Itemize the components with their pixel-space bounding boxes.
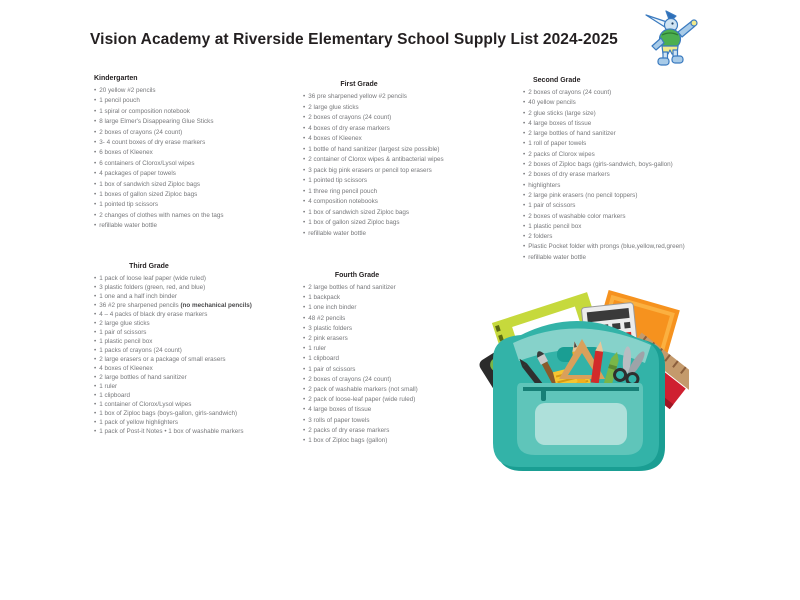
item-text: 2 large bottles of hand sanitizer — [528, 130, 616, 138]
item-text: 36 #2 pre sharpened pencils (no mechanical pencils) — [99, 302, 252, 309]
list-item — [94, 190, 309, 200]
bullet-marker: • — [303, 177, 306, 184]
item-text: 2 large pink erasers (no pencil toppers) — [528, 191, 638, 199]
bullet-marker: • — [523, 119, 526, 127]
item-text: 3 rolls of paper towels — [308, 416, 370, 424]
list-item — [523, 139, 703, 149]
bullet-marker: • — [523, 150, 526, 158]
bullet-marker: • — [94, 159, 97, 167]
section-heading: Second Grade — [533, 77, 581, 84]
school-mascot-bird-icon — [640, 7, 704, 69]
list-item — [94, 117, 309, 127]
list-item — [94, 169, 309, 179]
bullet-marker: • — [94, 347, 97, 354]
bullet-marker: • — [523, 99, 526, 107]
backpack-with-school-supplies-illustration — [475, 281, 689, 473]
list-item — [523, 232, 703, 242]
bullet-marker: • — [94, 311, 97, 318]
list-item — [94, 221, 309, 231]
item-text: 1 pair of scissors — [99, 329, 147, 336]
list-item — [523, 119, 703, 129]
list-item — [523, 170, 703, 180]
section-heading: Kindergarten — [94, 75, 138, 82]
item-text: 2 folders — [528, 233, 553, 241]
list-item — [94, 319, 319, 328]
list-item — [303, 324, 453, 334]
item-text: 4 large boxes of tissue — [528, 119, 592, 127]
bullet-marker: • — [523, 212, 526, 220]
list-item — [303, 375, 453, 385]
item-text: 1 backpack — [308, 294, 341, 302]
list-item — [303, 103, 443, 114]
list-item — [523, 201, 703, 211]
list-item — [94, 211, 309, 221]
list-item — [303, 187, 443, 198]
list-item — [303, 385, 453, 395]
bullet-marker: • — [303, 304, 306, 312]
list-item — [523, 109, 703, 119]
bullet-marker: • — [94, 302, 97, 309]
list-item — [523, 150, 703, 160]
list-item — [94, 96, 309, 106]
bullet-marker: • — [94, 320, 97, 327]
item-text: Plastic Pocket folder with prongs (blue,yellow,red,green) — [528, 243, 685, 251]
bullet-marker: • — [94, 211, 97, 219]
bullet-marker: • — [523, 222, 526, 230]
section-heading: First Grade — [340, 81, 378, 88]
bullet-marker: • — [94, 128, 97, 136]
section-heading: Third Grade — [129, 263, 169, 270]
item-text: 1 ruler — [308, 345, 327, 353]
bullet-marker: • — [94, 87, 97, 94]
bullet-marker: • — [94, 201, 97, 209]
list-item — [523, 129, 703, 139]
item-text: 1 container of Clorox/Lysol wipes — [99, 401, 192, 408]
bullet-marker: • — [94, 118, 97, 126]
bullet-marker: • — [94, 329, 97, 336]
bullet-marker: • — [303, 345, 306, 353]
item-text: 2 large bottles of hand sanitizer — [99, 374, 187, 381]
item-text: 2 changes of clothes with names on the tags — [99, 211, 224, 219]
list-item — [94, 355, 319, 364]
section-first-grade — [303, 81, 443, 239]
bullet-marker: • — [303, 437, 306, 445]
bullet-marker: • — [94, 97, 97, 105]
section-fourth-grade — [303, 272, 453, 446]
bullet-marker: • — [94, 365, 97, 372]
bullet-marker: • — [523, 171, 526, 179]
bullet-marker: • — [523, 243, 526, 251]
list-item — [303, 426, 453, 436]
bullet-marker: • — [303, 294, 306, 302]
list-item — [303, 354, 453, 364]
list-item — [303, 218, 443, 229]
section-third-grade — [94, 263, 319, 436]
list-item — [94, 292, 319, 301]
bullet-marker: • — [94, 419, 97, 426]
item-text: 1 pack of Post-it Notes • 1 box of washable markers — [99, 428, 244, 435]
item-text: 2 boxes of crayons (24 count) — [99, 128, 183, 136]
bullet-marker: • — [523, 191, 526, 199]
item-text: 2 large erasers or a package of small erasers — [99, 356, 226, 363]
item-text: 1 pair of scissors — [528, 202, 576, 210]
supply-list — [303, 92, 443, 239]
item-text: 6 boxes of Kleenex — [99, 149, 153, 157]
list-item — [94, 346, 319, 355]
list-item — [303, 283, 453, 293]
item-text: 3 plastic folders (green, red, and blue) — [99, 284, 206, 291]
list-item — [303, 113, 443, 124]
bullet-marker: • — [523, 130, 526, 138]
bullet-marker: • — [523, 89, 526, 96]
bullet-marker: • — [303, 198, 306, 205]
list-item — [523, 181, 703, 191]
bullet-marker: • — [94, 170, 97, 178]
list-item — [303, 436, 453, 446]
bullet-marker: • — [303, 375, 306, 383]
list-item — [523, 191, 703, 201]
bullet-marker: • — [303, 416, 306, 424]
list-item — [303, 314, 453, 324]
list-item — [303, 145, 443, 156]
bullet-marker: • — [94, 275, 97, 282]
item-text: 2 boxes of crayons (24 count) — [308, 114, 392, 121]
list-item — [303, 197, 443, 208]
bullet-marker: • — [523, 253, 526, 261]
list-item — [303, 303, 453, 313]
item-text: 1 box of sandwich sized Ziploc bags — [308, 208, 410, 216]
item-text: 1 plastic pencil box — [99, 338, 153, 345]
item-text: 1 one inch binder — [308, 304, 357, 312]
bullet-marker: • — [303, 124, 306, 132]
list-item — [94, 418, 319, 427]
item-text: 2 packs of dry erase markers — [308, 426, 390, 434]
bullet-marker: • — [94, 356, 97, 363]
item-text: 1 bottle of hand sanitizer (largest size possible) — [308, 145, 440, 153]
list-item — [94, 382, 319, 391]
list-item — [303, 208, 443, 219]
bullet-marker: • — [303, 166, 306, 174]
bullet-marker: • — [303, 335, 306, 343]
list-item — [523, 98, 703, 108]
item-text: 2 boxes of Ziploc bags (girls-sandwich, boys-gallon) — [528, 161, 673, 169]
list-item — [94, 200, 309, 210]
list-item — [94, 391, 319, 400]
item-text: 36 pre sharpened yellow #2 pencils — [308, 93, 407, 100]
list-item — [523, 212, 703, 222]
list-item — [94, 400, 319, 409]
bullet-marker: • — [303, 145, 306, 153]
list-item — [94, 86, 309, 96]
bullet-marker: • — [94, 293, 97, 300]
item-text: 4 – 4 packs of black dry erase markers — [99, 311, 208, 318]
item-text: 1 three ring pencil pouch — [308, 187, 378, 195]
item-text: 2 packs of Clorox wipes — [528, 150, 595, 158]
item-text: 4 packages of paper towels — [99, 170, 176, 178]
list-item — [303, 395, 453, 405]
bullet-marker: • — [94, 338, 97, 345]
item-text: 1 pointed tip scissors — [308, 177, 368, 184]
item-text: 2 boxes of dry erase markers — [528, 171, 610, 179]
list-item — [303, 365, 453, 375]
item-text: 2 pink erasers — [308, 335, 348, 343]
item-text: 1 boxes of gallon sized Ziploc bags — [99, 191, 198, 199]
item-text: 8 large Elmer's Disappearing Glue Sticks — [99, 118, 214, 126]
bullet-marker: • — [303, 324, 306, 332]
item-text: 2 container of Clorox wipes & antibacterial wipes — [308, 156, 444, 163]
list-item — [94, 364, 319, 373]
item-text: 1 spiral or composition notebook — [99, 107, 190, 115]
item-text: 4 large boxes of tissue — [308, 406, 372, 414]
list-item — [94, 409, 319, 418]
list-item — [94, 107, 309, 117]
bullet-marker: • — [303, 156, 306, 163]
section-second-grade — [523, 77, 703, 263]
item-text: 2 boxes of crayons (24 count) — [308, 375, 392, 383]
item-text: 1 plastic pencil box — [528, 222, 582, 230]
bullet-marker: • — [94, 149, 97, 157]
bullet-marker: • — [303, 314, 306, 322]
bullet-marker: • — [303, 208, 306, 216]
bullet-marker: • — [303, 114, 306, 121]
item-text: 1 pencil pouch — [99, 97, 140, 105]
supply-list — [94, 86, 309, 232]
bullet-marker: • — [303, 229, 306, 237]
supply-list — [94, 274, 319, 436]
list-item — [94, 328, 319, 337]
bullet-marker: • — [94, 284, 97, 291]
list-item — [94, 283, 319, 292]
bullet-marker: • — [523, 202, 526, 210]
list-item — [523, 88, 703, 98]
bullet-marker: • — [303, 103, 306, 111]
item-text: 2 boxes of washable color markers — [528, 212, 626, 220]
bullet-marker: • — [303, 187, 306, 195]
item-text: 1 packs of crayons (24 count) — [99, 347, 182, 354]
item-text: 1 ruler — [99, 383, 118, 390]
bullet-marker: • — [303, 135, 306, 142]
bullet-marker: • — [303, 426, 306, 434]
bullet-marker: • — [94, 392, 97, 399]
bullet-marker: • — [523, 140, 526, 148]
list-item — [303, 405, 453, 415]
bullet-marker: • — [94, 401, 97, 408]
list-item — [303, 293, 453, 303]
item-text: 1 box of Ziploc bags (boys-gallon, girls-sandwich) — [99, 410, 238, 417]
item-text: 1 box of Ziploc bags (gallon) — [308, 437, 388, 445]
item-text: highlighters — [528, 181, 561, 189]
list-item — [94, 301, 319, 310]
bullet-marker: • — [303, 396, 306, 404]
item-text: refillable water bottle — [308, 229, 366, 237]
supply-list — [523, 88, 703, 263]
bullet-marker: • — [303, 365, 306, 373]
bullet-marker: • — [303, 406, 306, 414]
list-item — [94, 274, 319, 283]
bullet-marker: • — [94, 374, 97, 381]
bullet-marker: • — [94, 410, 97, 417]
item-text: 48 #2 pencils — [308, 314, 346, 322]
bullet-marker: • — [523, 109, 526, 117]
bullet-marker: • — [94, 428, 97, 435]
bullet-marker: • — [94, 107, 97, 115]
item-text: 3 plastic folders — [308, 324, 352, 332]
section-kindergarten — [94, 75, 309, 232]
item-text: 1 one and a half inch binder — [99, 293, 177, 300]
list-item — [303, 344, 453, 354]
bullet-marker: • — [303, 386, 306, 394]
item-text: 1 pointed tip scissors — [99, 201, 159, 209]
supply-list — [303, 283, 453, 446]
item-text: 1 clipboard — [99, 392, 131, 399]
item-text: 4 boxes of dry erase markers — [308, 124, 390, 132]
item-text: 2 glue sticks (large size) — [528, 109, 596, 117]
item-text: refillable water bottle — [99, 222, 157, 230]
item-text: 4 composition notebooks — [308, 198, 378, 205]
bullet-marker: • — [523, 161, 526, 169]
bullet-marker: • — [303, 284, 306, 291]
list-item — [94, 427, 319, 436]
item-text: 2 large glue sticks — [308, 103, 359, 111]
bullet-marker: • — [523, 181, 526, 189]
item-text: 4 boxes of Kleenex — [99, 365, 153, 372]
item-text: 1 box of gallon sized Ziploc bags — [308, 219, 400, 226]
item-text: 3- 4 count boxes of dry erase markers — [99, 139, 206, 147]
list-item — [303, 176, 443, 187]
item-text: 3 pack big pink erasers or pencil top erasers — [308, 166, 432, 174]
list-item — [523, 242, 703, 252]
item-text: 2 pack of loose-leaf paper (wide ruled) — [308, 396, 416, 404]
list-item — [303, 134, 443, 145]
list-item — [303, 124, 443, 135]
item-text: 2 large bottles of hand sanitizer — [308, 284, 396, 291]
list-item — [523, 222, 703, 232]
item-text: 1 pack of loose leaf paper (wide ruled) — [99, 275, 206, 282]
item-text: 2 large glue sticks — [99, 320, 150, 327]
list-item — [523, 253, 703, 263]
bullet-marker: • — [94, 180, 97, 188]
list-item — [303, 334, 453, 344]
bullet-marker: • — [94, 191, 97, 199]
bullet-marker: • — [94, 139, 97, 147]
list-item — [303, 229, 443, 240]
list-item — [94, 180, 309, 190]
list-item — [523, 160, 703, 170]
item-text: 4 boxes of Kleenex — [308, 135, 362, 142]
item-text: 40 yellow pencils — [528, 99, 576, 107]
item-text: 1 roll of paper towels — [528, 140, 587, 148]
bullet-marker: • — [303, 355, 306, 363]
item-text: 2 pack of washable markers (not small) — [308, 386, 418, 394]
page-title: Vision Academy at Riverside Elementary School Supply List 2024-2025 — [90, 31, 618, 48]
bullet-marker: • — [523, 233, 526, 241]
section-heading: Fourth Grade — [334, 272, 380, 279]
item-text: 1 pack of yellow highlighters — [99, 419, 178, 426]
list-item — [94, 148, 309, 158]
item-text: refillable water bottle — [528, 253, 586, 261]
list-item — [303, 166, 443, 177]
item-text: 6 containers of Clorox/Lysol wipes — [99, 159, 195, 167]
item-text: 2 boxes of crayons (24 count) — [528, 89, 612, 96]
bullet-marker: • — [303, 219, 306, 226]
bullet-marker: • — [303, 93, 306, 100]
list-item — [94, 138, 309, 148]
list-item — [94, 159, 309, 169]
list-item — [94, 310, 319, 319]
list-item — [94, 373, 319, 382]
list-item — [303, 92, 443, 103]
bullet-marker: • — [94, 383, 97, 390]
item-text: 20 yellow #2 pencils — [99, 87, 156, 94]
list-item — [303, 416, 453, 426]
list-item — [303, 155, 443, 166]
bullet-marker: • — [94, 222, 97, 230]
item-text: 1 clipboard — [308, 355, 340, 363]
item-text: 1 pair of scissors — [308, 365, 356, 373]
list-item — [94, 128, 309, 138]
list-item — [94, 337, 319, 346]
item-text: 1 box of sandwich sized Ziploc bags — [99, 180, 201, 188]
